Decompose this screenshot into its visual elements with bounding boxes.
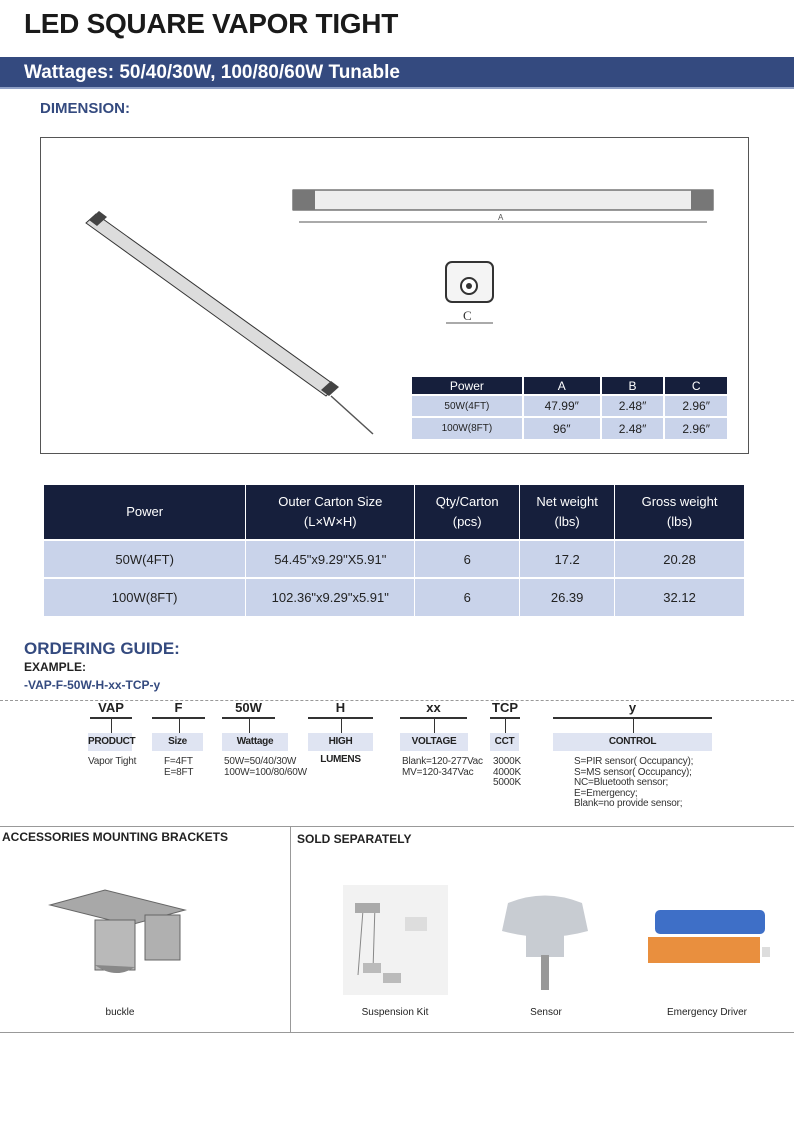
cell: 26.39 <box>520 578 615 616</box>
code-description: E=Emergency; <box>574 787 638 799</box>
wattage-banner <box>0 57 794 89</box>
connector-line <box>341 719 342 733</box>
emergency-driver-image <box>640 905 775 975</box>
code-description: MV=120-347Vac <box>402 766 474 778</box>
cell: 32.12 <box>615 578 745 616</box>
code-description: Blank=no provide sensor; <box>574 798 683 809</box>
accessories-heading: ACCESSORIES MOUNTING BRACKETS <box>2 830 229 844</box>
code-label: CONTROL <box>553 733 712 751</box>
code-segment: TCP <box>492 700 518 715</box>
dim-label-a: A <box>498 213 504 222</box>
banner-text: Wattages: 50/40/30W, 100/80/60W Tunable <box>24 62 400 83</box>
header-line: Gross weight <box>641 494 718 509</box>
header-line: Qty/Carton <box>435 494 499 509</box>
buckle-image <box>45 885 190 980</box>
cell: 50W(4FT) <box>412 395 523 417</box>
sold-separately-heading: SOLD SEPARATELY <box>297 832 412 846</box>
connector-line <box>505 719 506 733</box>
code-label: HIGH LUMENS <box>308 733 373 751</box>
code-segment: H <box>335 700 346 715</box>
header-line: Net weight <box>536 494 598 509</box>
caption-buckle: buckle <box>105 1007 135 1018</box>
cell: 2.96″ <box>664 395 728 417</box>
cell: 102.36"x9.29"x5.91" <box>246 578 415 616</box>
example-code: -VAP-F-50W-H-xx-TCP-y <box>24 678 161 692</box>
code-description: 100W=100/80/60W <box>224 766 307 778</box>
header-b: B <box>601 377 665 395</box>
dimension-heading: DIMENSION: <box>40 100 130 117</box>
code-segment: VAP <box>98 700 124 715</box>
connector-line <box>249 719 250 733</box>
header-line: Outer Carton Size <box>278 494 383 509</box>
cell: 47.99″ <box>523 395 601 417</box>
carton-header <box>44 485 246 540</box>
code-description: 5000K <box>493 777 521 788</box>
cell: 100W(8FT) <box>44 578 246 616</box>
cell: 2.96″ <box>664 417 728 439</box>
code-description: Vapor Tight <box>88 756 137 767</box>
cell: 6 <box>415 578 520 616</box>
caption-emergency-driver: Emergency Driver <box>666 1007 748 1018</box>
header-a: A <box>523 377 601 395</box>
code-description: E=8FT <box>164 766 194 778</box>
dimension-table <box>412 377 729 439</box>
cell: 20.28 <box>615 540 745 578</box>
carton-header <box>246 485 415 540</box>
connector-line <box>434 719 435 733</box>
code-segment: xx <box>426 700 441 715</box>
connector-line <box>179 719 180 733</box>
page-title: LED SQUARE VAPOR TIGHT <box>24 8 399 39</box>
example-label: EXAMPLE: <box>24 660 87 674</box>
code-segment: 50W <box>235 700 262 715</box>
header-line: (pcs) <box>452 514 482 529</box>
cell: 96″ <box>523 417 601 439</box>
connector-line <box>111 719 112 733</box>
code-label: Wattage <box>222 733 288 751</box>
sensor-image <box>488 893 603 993</box>
table-row <box>412 417 728 439</box>
header-power: Power <box>412 377 523 395</box>
cell: 2.48″ <box>601 395 665 417</box>
cell: 50W(4FT) <box>44 540 246 578</box>
cell: 2.48″ <box>601 417 665 439</box>
ordering-heading: ORDERING GUIDE: <box>24 639 180 658</box>
angled-fixture-image <box>86 211 373 434</box>
suspension-kit-image <box>343 885 448 995</box>
code-description: 4000K <box>493 766 521 778</box>
connector-line <box>633 719 634 733</box>
divider <box>0 1032 794 1033</box>
carton-header <box>615 485 745 540</box>
cell: 54.45"x9.29"X5.91" <box>246 540 415 578</box>
table-row <box>412 395 728 417</box>
code-description: F=4FT <box>164 756 193 767</box>
cell: 17.2 <box>520 540 615 578</box>
code-description: S=PIR sensor( Occupancy); <box>574 756 694 767</box>
code-description: Blank=120-277Vac <box>402 756 483 767</box>
cell: 100W(8FT) <box>412 417 523 439</box>
header-line: (L×W×H) <box>303 514 357 529</box>
code-description: S=MS sensor( Occupancy); <box>574 766 692 778</box>
code-description: 50W=50/40/30W <box>224 756 297 767</box>
code-label: VOLTAGE <box>400 733 468 751</box>
cell: 6 <box>415 540 520 578</box>
carton-header <box>415 485 520 540</box>
table-row <box>44 540 745 578</box>
carton-table <box>44 485 745 616</box>
header-line: Power <box>126 504 164 519</box>
divider <box>0 826 794 827</box>
header-c: C <box>664 377 728 395</box>
dim-label-c: C <box>463 308 472 323</box>
header-line: (lbs) <box>554 514 580 529</box>
code-label: CCT <box>490 733 519 751</box>
header-line: (lbs) <box>666 514 693 529</box>
code-description: 3000K <box>493 756 521 767</box>
caption-sensor: Sensor <box>530 1007 562 1018</box>
carton-header <box>520 485 615 540</box>
code-description: NC=Bluetooth sensor; <box>574 777 669 788</box>
code-label: PRODUCT <box>88 733 132 751</box>
table-row <box>44 578 745 616</box>
code-segment: F <box>174 700 183 715</box>
divider <box>290 826 291 1033</box>
code-label: Size <box>152 733 203 751</box>
code-segment: y <box>628 700 637 715</box>
caption-suspension-kit: Suspension Kit <box>361 1007 429 1018</box>
